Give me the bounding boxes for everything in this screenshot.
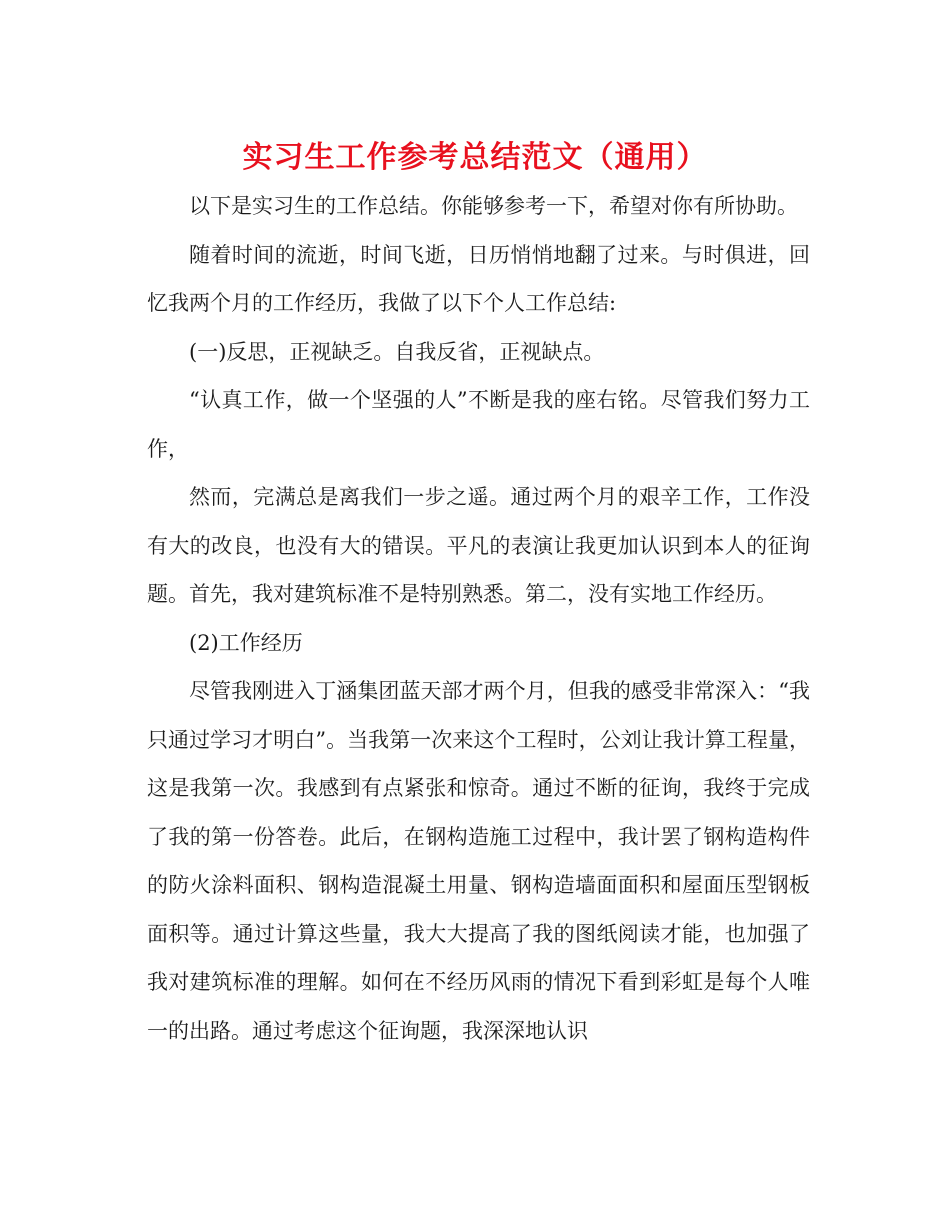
paragraph-shortcomings: 然而，完满总是离我们一步之遥。通过两个月的艰辛工作，工作没有大的改良，也没有大的错误。平凡的表演让我更加认识到本人的征询题。首先，我对建筑标准不是特别熟悉。第二，没有实地工作经历。 xyxy=(147,485,810,606)
document-body xyxy=(147,182,810,1055)
paragraph-motto: “认真工作，做一个坚强的人”不断是我的座右铭。尽管我们努力工作， xyxy=(147,388,810,461)
paragraph-work-experience: 尽管我刚进入丁涵集团蓝天部才两个月，但我的感受非常深入：“我只通过学习才明白”。当我第一次来这个工程时，公刘让我计算工程量，这是我第一次。我感到有点紧张和惊奇。通过不断的征询，我终于完成了我的第一份答卷。此后，在钢构造施工过程中，我计罢了钢构造构件的防火涂料面积、钢构造混凝土用量、钢构造墙面面积和屋面压型钢板面积等。通过计算这些量，我大大提高了我的图纸阅读才能，也加强了我对建筑标准的理解。如何在不经历风雨的情况下看到彩虹是每个人唯一的出路。通过考虑这个征询题，我深深地认识 xyxy=(147,679,810,1043)
paragraph-intro: 以下是实习生的工作总结。你能够参考一下，希望对你有所协助。 xyxy=(189,194,798,218)
document-title: 实习生工作参考总结范文（通用） xyxy=(242,140,708,175)
section-heading-work-experience: (2)工作经历 xyxy=(189,630,303,655)
section-heading-reflection: (一)反思，正视缺乏。自我反省，正视缺点。 xyxy=(189,339,605,364)
paragraph-time-passing: 随着时间的流逝，时间飞逝，日历悄悄地翻了过来。与时俱进，回忆我两个月的工作经历，我做了以下个人工作总结: xyxy=(147,242,810,315)
